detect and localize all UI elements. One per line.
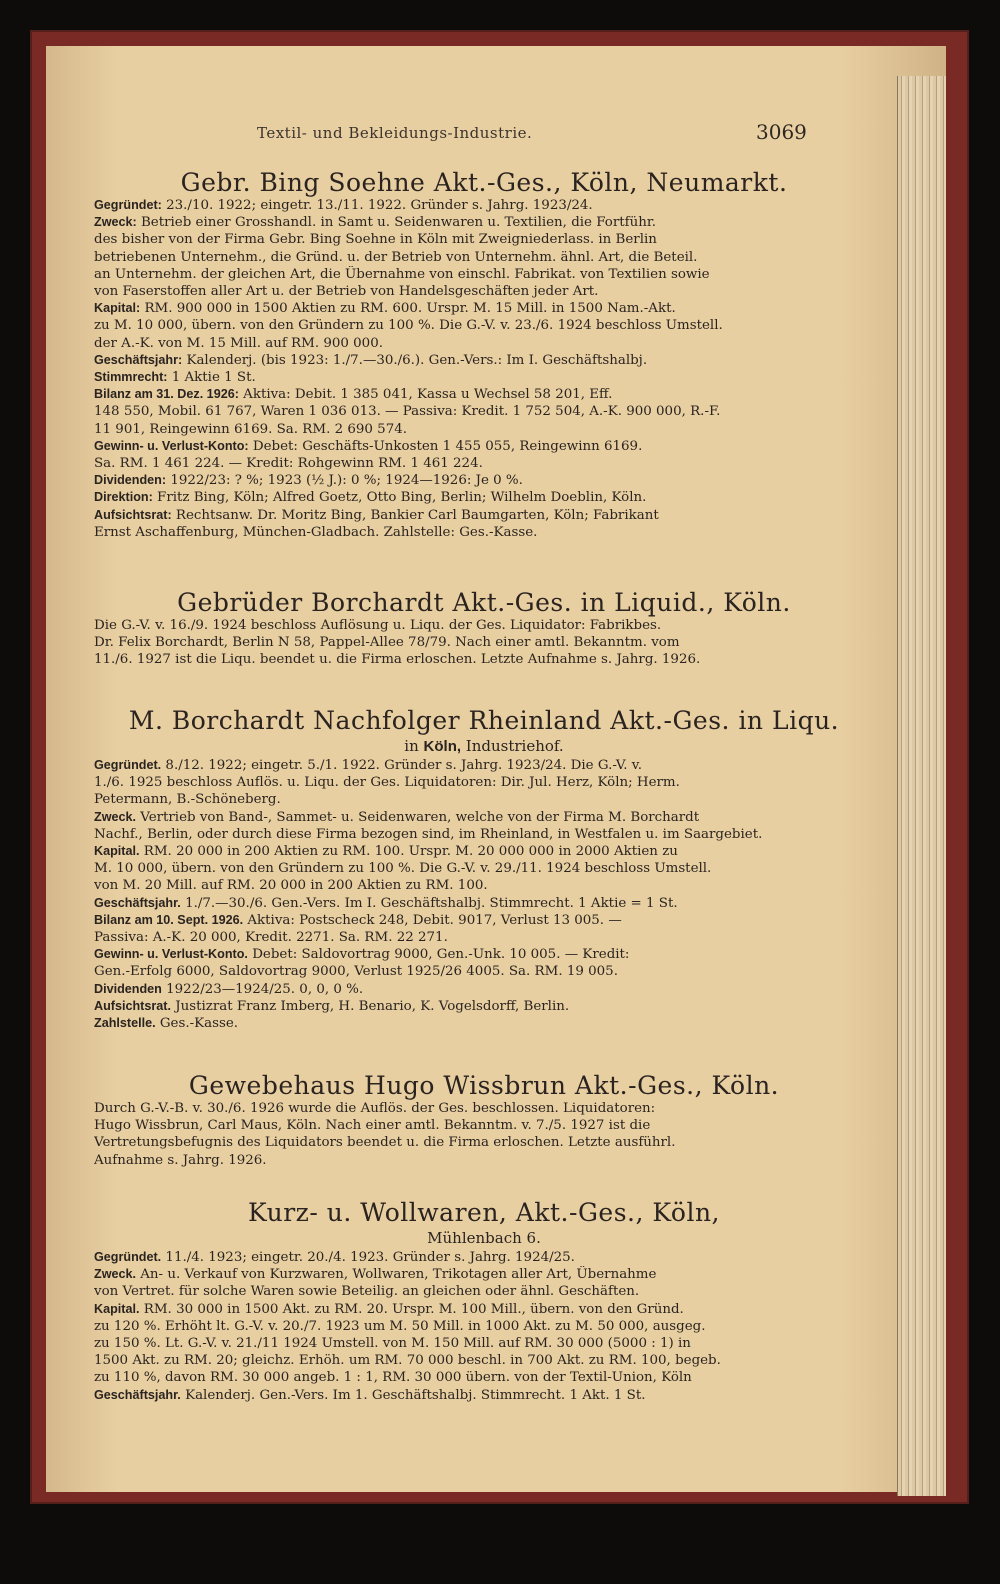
- field-text: von M. 20 Mill. auf RM. 20 000 in 200 Aktien zu RM. 100.: [94, 878, 488, 894]
- entry-line: [94, 421, 874, 438]
- field-text: Ernst Aschaffenburg, München-Gladbach. Zahlstelle: Ges.-Kasse.: [94, 524, 538, 540]
- field-text: Kalenderj. (bis 1923: 1./7.—30./6.). Gen.-Vers.: Im I. Geschäftshalbj.: [182, 352, 648, 368]
- field-text: der A.-K. von M. 15 Mill. auf RM. 900 000.: [94, 335, 383, 351]
- entry-body: [94, 197, 874, 541]
- field-label: Aufsichtsrat:: [94, 507, 172, 522]
- entry-line: [94, 300, 874, 317]
- book-page: [46, 46, 946, 1492]
- company-entry-borchardt: [94, 588, 874, 669]
- entry-line: [94, 877, 874, 894]
- entry-line: [94, 1117, 874, 1134]
- field-text: an Unternehm. der gleichen Art, die Übernahme von einschl. Fabrikat. von Textilien sowie: [94, 266, 710, 282]
- entry-line: [94, 1283, 874, 1300]
- page-number: 3069: [756, 120, 807, 144]
- field-text: An- u. Verkauf von Kurzwaren, Wollwaren, Trikotagen aller Art, Übernahme: [136, 1267, 657, 1283]
- entry-line: [94, 472, 874, 489]
- entry-line: [94, 352, 874, 369]
- field-text: betriebenen Unternehm., die Gründ. u. der Betrieb von Unternehm. ähnl. Art, die Beteil.: [94, 249, 698, 265]
- field-text: 11 901, Reingewinn 6169. Sa. RM. 2 690 574.: [94, 421, 407, 437]
- field-text: 1500 Akt. zu RM. 20; gleichz. Erhöh. um RM. 70 000 beschl. in 700 Akt. zu RM. 100, begeb.: [94, 1353, 721, 1369]
- entry-line: [94, 981, 874, 998]
- company-entry-kurz-wollwaren: [94, 1198, 874, 1404]
- field-label: Kapital.: [94, 844, 140, 859]
- entry-line: [94, 826, 874, 843]
- field-text: 1./6. 1925 beschloss Auflös. u. Liqu. der Ges. Liquidatoren: Dir. Jul. Herz, Köln; Herm.: [94, 775, 680, 791]
- field-label: Aufsichtsrat.: [94, 998, 171, 1013]
- field-label: Gegründet:: [94, 198, 162, 212]
- company-entry-bing: [94, 168, 874, 541]
- entry-line: [94, 438, 874, 455]
- entry-line: [94, 634, 874, 651]
- page-header: [46, 120, 946, 150]
- location-rest: Industriehof.: [461, 737, 564, 755]
- field-text: M. 10 000, übern. von den Gründern zu 100 %. Die G.-V. v. 29./11. 1924 beschloss Umstell.: [94, 861, 712, 877]
- entry-line: [94, 617, 874, 634]
- entry-line: [94, 489, 874, 506]
- entry-line: [94, 1335, 874, 1352]
- field-text: RM. 900 000 in 1500 Aktien zu RM. 600. Urspr. M. 15 Mill. in 1500 Nam.-Akt.: [140, 301, 676, 317]
- field-text: Debet: Geschäfts-Unkosten 1 455 055, Reingewinn 6169.: [248, 438, 643, 454]
- field-text: Aktiva: Debit. 1 385 041, Kassa u Wechsel 58 201, Eff.: [238, 387, 613, 403]
- entry-line: [94, 757, 874, 774]
- field-text: 1 Aktie 1 St.: [167, 370, 256, 386]
- entry-line: [94, 843, 874, 860]
- entry-line: [94, 386, 874, 403]
- page-edge-stack: [897, 76, 946, 1496]
- field-text: 1922/23: ? %; 1923 (½ J.): 0 %; 1924—1926: Je 0 %.: [166, 473, 523, 489]
- entry-line: [94, 266, 874, 283]
- entry-line: [94, 809, 874, 826]
- entry-line: [94, 455, 874, 472]
- entry-line: [94, 1301, 874, 1318]
- entry-line: [94, 1352, 874, 1369]
- field-label: Gegründet.: [94, 758, 162, 772]
- entry-body: [94, 757, 874, 1032]
- entry-line: [94, 1100, 874, 1117]
- field-label: Zahlstelle.: [94, 1016, 156, 1031]
- entry-line: [94, 197, 874, 214]
- field-text: Dr. Felix Borchardt, Berlin N 58, Pappel-Allee 78/79. Nach einer amtl. Bekanntm. vom: [94, 635, 680, 651]
- field-text: Justizrat Franz Imberg, H. Benario, K. Vogelsdorff, Berlin.: [170, 998, 570, 1014]
- field-text: Vertretungsbefugnis des Liquidators beendet u. die Firma erloschen. Letzte ausführl.: [94, 1135, 676, 1151]
- field-text: zu 150 %. Lt. G.-V. v. 21./11 1924 Umstell. von M. 150 Mill. auf RM. 30 000 (5000 : 1) in: [94, 1336, 691, 1352]
- field-label: Geschäftsjahr:: [94, 352, 183, 367]
- field-text: Aufnahme s. Jahrg. 1926.: [94, 1152, 267, 1168]
- field-text: 23./10. 1922; eingetr. 13./11. 1922. Gründer s. Jahrg. 1923/24.: [161, 198, 593, 213]
- company-entry-wissbrun: [94, 1071, 874, 1169]
- field-text: Passiva: A.-K. 20 000, Kredit. 2271. Sa. RM. 22 271.: [94, 930, 448, 946]
- field-text: 1./7.—30./6. Gen.-Vers. Im I. Geschäftshalbj. Stimmrecht. 1 Aktie = 1 St.: [180, 895, 678, 911]
- entry-line: [94, 929, 874, 946]
- field-text: zu 120 %. Erhöht lt. G.-V. v. 20./7. 1923 um M. 50 Mill. in 1000 Akt. zu M. 50 000, ausgeg.: [94, 1318, 706, 1334]
- entry-line: [94, 946, 874, 963]
- entry-line: [94, 249, 874, 266]
- field-label: Kapital:: [94, 301, 141, 316]
- field-text: Rechtsanw. Dr. Moritz Bing, Bankier Carl Baumgarten, Köln; Fabrikant: [171, 507, 659, 523]
- field-text: 148 550, Mobil. 61 767, Waren 1 036 013. — Passiva: Kredit. 1 752 504, A.-K. 900 000, R.-F.: [94, 404, 721, 420]
- field-text: Sa. RM. 1 461 224. — Kredit: Rohgewinn RM. 1 461 224.: [94, 456, 483, 472]
- field-label: Bilanz am 31. Dez. 1926:: [94, 387, 239, 402]
- location-city: Köln,: [423, 738, 462, 755]
- field-text: Kalenderj. Gen.-Vers. Im 1. Geschäftshalbj. Stimmrecht. 1 Akt. 1 St.: [180, 1387, 646, 1403]
- entry-title: Gebrüder Borchardt Akt.-Ges. in Liquid., Köln.: [177, 588, 791, 617]
- entry-line: [94, 507, 874, 524]
- field-text: Die G.-V. v. 16./9. 1924 beschloss Auflösung u. Liqu. der Ges. Liquidator: Fabrikbes.: [94, 618, 662, 633]
- entry-line: [94, 369, 874, 386]
- entry-line: [94, 912, 874, 929]
- entry-line: [94, 524, 874, 541]
- entry-line: [94, 1266, 874, 1283]
- location-prefix: in: [404, 737, 419, 755]
- entry-line: [94, 283, 874, 300]
- entry-line: [94, 1387, 874, 1404]
- field-text: 1922/23—1924/25. 0, 0, 0 %.: [161, 981, 364, 997]
- field-label: Gewinn- u. Verlust-Konto.: [94, 947, 248, 962]
- entry-line: [94, 1318, 874, 1335]
- entry-line: [94, 998, 874, 1015]
- field-text: zu 110 %, davon RM. 30 000 angeb. 1 : 1, RM. 30 000 übern. von der Textil-Union, Köln: [94, 1370, 692, 1386]
- entry-body: [94, 617, 874, 669]
- field-text: Debet: Saldovortrag 9000, Gen.-Unk. 10 005. — Kredit:: [247, 947, 630, 963]
- entry-body: [94, 1249, 874, 1404]
- field-text: 11./4. 1923; eingetr. 20./4. 1923. Gründer s. Jahrg. 1924/25.: [161, 1250, 575, 1265]
- entry-title: Kurz- u. Wollwaren, Akt.-Ges., Köln,: [247, 1198, 720, 1227]
- field-text: RM. 20 000 in 200 Aktien zu RM. 100. Urspr. M. 20 000 000 in 2000 Aktien zu: [139, 844, 678, 860]
- field-text: des bisher von der Firma Gebr. Bing Soehne in Köln mit Zweigniederlass. in Berlin: [94, 232, 657, 248]
- entry-line: [94, 335, 874, 352]
- entry-line: [94, 1152, 874, 1169]
- field-label: Dividenden: [94, 981, 162, 996]
- field-label: Stimmrecht:: [94, 370, 168, 385]
- entry-line: [94, 774, 874, 791]
- field-label: Dividenden:: [94, 473, 167, 488]
- entry-line: [94, 214, 874, 231]
- entry-line: [94, 1249, 874, 1266]
- field-label: Geschäftsjahr.: [94, 1387, 181, 1402]
- entry-line: [94, 1015, 874, 1032]
- field-text: Nachf., Berlin, oder durch diese Firma bezogen sind, im Rheinland, in Westfalen u. im Saargebiet.: [94, 826, 763, 842]
- field-text: RM. 30 000 in 1500 Akt. zu RM. 20. Urspr. M. 100 Mill., übern. von den Gründ.: [139, 1301, 684, 1317]
- entry-line: [94, 963, 874, 980]
- running-title: Textil- und Bekleidungs-Industrie.: [257, 124, 533, 142]
- entry-line: [94, 895, 874, 912]
- field-text: von Vertret. für solche Waren sowie Beteilig. an gleichen oder ähnl. Geschäften.: [94, 1284, 640, 1300]
- entry-line: [94, 651, 874, 668]
- entry-line: [94, 403, 874, 420]
- field-text: Fritz Bing, Köln; Alfred Goetz, Otto Bing, Berlin; Wilhelm Doeblin, Köln.: [152, 490, 647, 506]
- field-label: Geschäftsjahr.: [94, 895, 181, 910]
- entry-title: Gebr. Bing Soehne Akt.-Ges., Köln, Neumarkt.: [180, 168, 788, 197]
- entry-line: [94, 231, 874, 248]
- entry-line: [94, 317, 874, 334]
- field-text: Gen.-Erfolg 6000, Saldovortrag 9000, Verlust 1925/26 4005. Sa. RM. 19 005.: [94, 964, 618, 980]
- field-text: Durch G.-V.-B. v. 30./6. 1926 wurde die Auflös. der Ges. beschlossen. Liquidatoren:: [94, 1101, 656, 1116]
- field-label: Zweck:: [94, 215, 137, 230]
- entry-title: M. Borchardt Nachfolger Rheinland Akt.-Ges. in Liqu.: [128, 706, 840, 735]
- field-label: Zweck.: [94, 809, 136, 824]
- field-text: von Faserstoffen aller Art u. der Betrieb von Handelsgeschäften jeder Art.: [94, 284, 599, 300]
- field-label: Zweck.: [94, 1267, 136, 1282]
- field-text: zu M. 10 000, übern. von den Gründern zu 100 %. Die G.-V. v. 23./6. 1924 beschloss Umstell.: [94, 318, 723, 334]
- field-text: Ges.-Kasse.: [155, 1016, 239, 1032]
- entry-body: [94, 1100, 874, 1169]
- field-label: Direktion:: [94, 490, 153, 505]
- field-text: Hugo Wissbrun, Carl Maus, Köln. Nach einer amtl. Bekanntm. v. 7./5. 1927 ist die: [94, 1118, 651, 1134]
- entry-line: [94, 791, 874, 808]
- field-text: Petermann, B.-Schöneberg.: [94, 792, 281, 808]
- field-text: Vertrieb von Band-, Sammet- u. Seidenwaren, welche von der Firma M. Borchardt: [136, 809, 700, 825]
- field-text: 11./6. 1927 ist die Liqu. beendet u. die Firma erloschen. Letzte Aufnahme s. Jahrg. 1926.: [94, 652, 701, 668]
- entry-title: Gewebehaus Hugo Wissbrun Akt.-Ges., Köln.: [188, 1071, 780, 1100]
- entry-location: Mühlenbach 6.: [427, 1229, 541, 1247]
- field-label: Kapital.: [94, 1301, 140, 1316]
- company-entry-m-borchardt: [94, 706, 874, 1032]
- field-label: Bilanz am 10. Sept. 1926.: [94, 912, 244, 927]
- entry-line: [94, 1134, 874, 1151]
- entry-line: [94, 860, 874, 877]
- field-label: Gewinn- u. Verlust-Konto:: [94, 438, 249, 453]
- entry-line: [94, 1369, 874, 1386]
- field-text: Betrieb einer Grosshandl. in Samt u. Seidenwaren u. Textilien, die Fortführ.: [136, 215, 657, 231]
- field-label: Gegründet.: [94, 1250, 162, 1264]
- field-text: Aktiva: Postscheck 248, Debit. 9017, Verlust 13 005. —: [243, 912, 622, 928]
- entry-location: [94, 737, 874, 755]
- field-text: 8./12. 1922; eingetr. 5./1. 1922. Gründer s. Jahrg. 1923/24. Die G.-V. v.: [161, 758, 642, 773]
